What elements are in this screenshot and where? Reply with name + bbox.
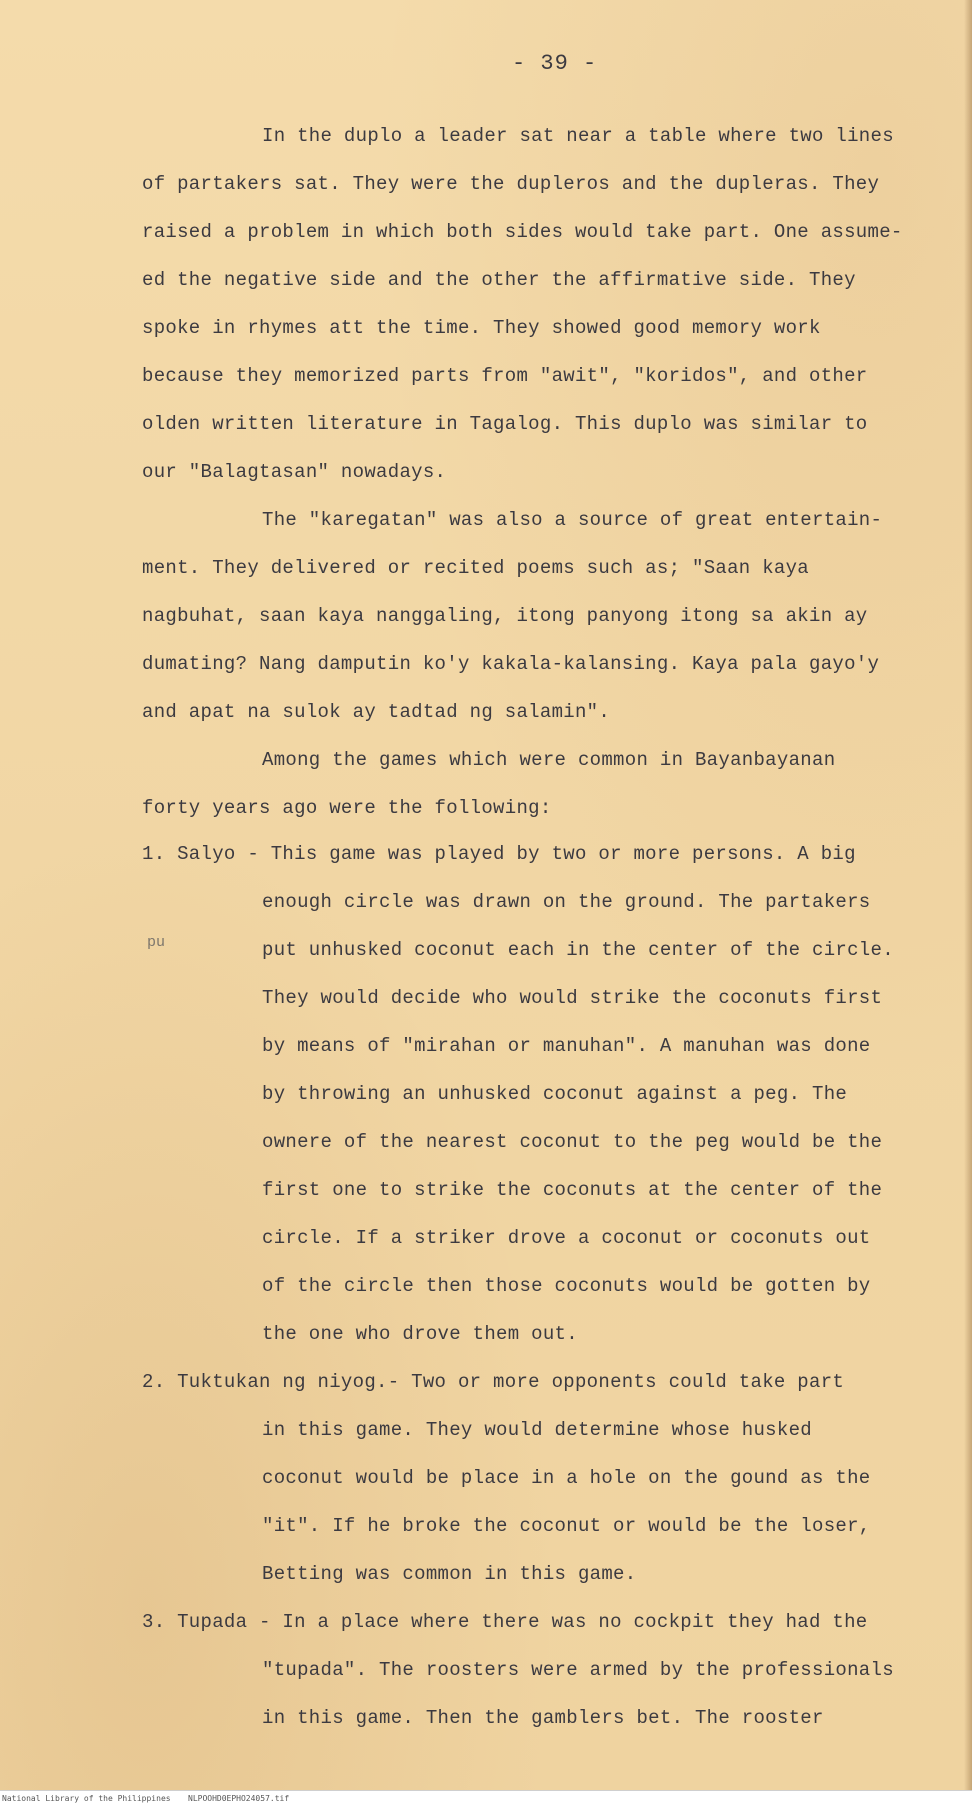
text-line: raised a problem in which both sides would take part. One assume- — [142, 221, 903, 243]
text-line: of partakers sat. They were the dupleros and the dupleras. They — [142, 173, 880, 195]
footer-file-id: NLPOOHD0EPHO24057.tif — [188, 1794, 290, 1803]
text-line: circle. If a striker drove a coconut or coconuts out — [262, 1227, 871, 1249]
game-first-line: 1. Salyo - This game was played by two or more persons. A big — [142, 843, 856, 865]
text-line: "it". If he broke the coconut or would be the loser, — [262, 1515, 871, 1537]
text-line: in this game. Then the gamblers bet. The rooster — [262, 1707, 824, 1729]
text-line: nagbuhat, saan kaya nanggaling, itong panyong itong sa akin ay — [142, 605, 868, 627]
text-line: olden written literature in Tagalog. This duplo was similar to — [142, 413, 868, 435]
text-line: Among the games which were common in Bayanbayanan — [262, 749, 836, 771]
text-line: because they memorized parts from "awit", "koridos", and other — [142, 365, 868, 387]
text-line: They would decide who would strike the coconuts first — [262, 987, 883, 1009]
text-line: the one who drove them out. — [262, 1323, 578, 1345]
text-line: our "Balagtasan" nowadays. — [142, 461, 447, 483]
text-line: by throwing an unhusked coconut against a peg. The — [262, 1083, 848, 1105]
game-first-line: 3. Tupada - In a place where there was no cockpit they had the — [142, 1611, 868, 1633]
text-line: of the circle then those coconuts would be gotten by — [262, 1275, 871, 1297]
page-number: - 39 - — [512, 51, 598, 76]
text-line: The "karegatan" was also a source of great entertain- — [262, 509, 883, 531]
text-line: ownere of the nearest coconut to the peg would be the — [262, 1131, 883, 1153]
text-line: "tupada". The roosters were armed by the professionals — [262, 1659, 894, 1681]
text-line: and apat na sulok ay tadtad ng salamin". — [142, 701, 611, 723]
scan-footer — [0, 1790, 972, 1809]
text-line: ment. They delivered or recited poems such as; "Saan kaya — [142, 557, 810, 579]
margin-note: pu — [147, 934, 166, 951]
footer-library: National Library of the Philippines — [2, 1794, 171, 1803]
text-line: forty years ago were the following: — [142, 797, 552, 819]
text-line: dumating? Nang damputin ko'y kakala-kalansing. Kaya pala gayo'y — [142, 653, 880, 675]
text-line: first one to strike the coconuts at the center of the — [262, 1179, 883, 1201]
text-line: spoke in rhymes att the time. They showed good memory work — [142, 317, 821, 339]
text-line: Betting was common in this game. — [262, 1563, 637, 1585]
text-line: by means of "mirahan or manuhan". A manuhan was done — [262, 1035, 871, 1057]
game-first-line: 2. Tuktukan ng niyog.- Two or more opponents could take part — [142, 1371, 845, 1393]
text-line: ed the negative side and the other the affirmative side. They — [142, 269, 856, 291]
text-line: enough circle was drawn on the ground. The partakers — [262, 891, 871, 913]
text-line: put unhusked coconut each in the center of the circle. — [262, 939, 894, 961]
text-line: in this game. They would determine whose husked — [262, 1419, 812, 1441]
page-edge-shadow — [964, 0, 972, 1790]
text-line: coconut would be place in a hole on the gound as the — [262, 1467, 871, 1489]
text-line: In the duplo a leader sat near a table where two lines — [262, 125, 894, 147]
